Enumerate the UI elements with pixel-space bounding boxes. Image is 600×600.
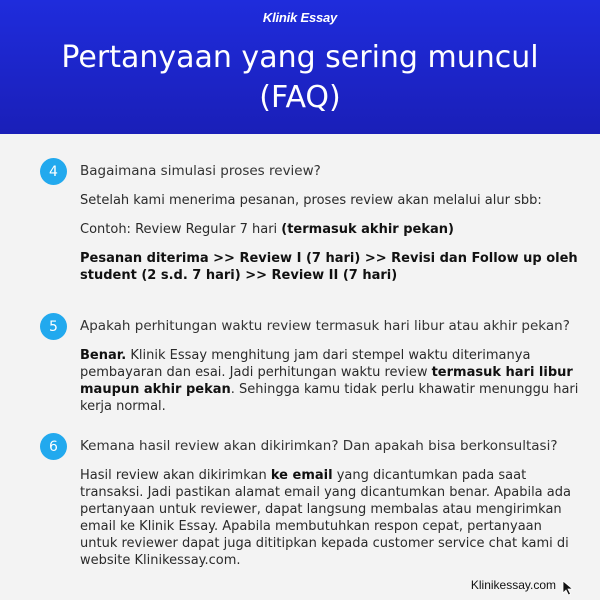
answer-5-part-1: Klinik Essay menghitung jam dari stempel waktu diterimanya pembayaran dan esai. Jadi perhitungan waktu review xyxy=(80,348,531,380)
page-title-line-1: Pertanyaan yang sering muncul xyxy=(61,40,539,75)
answer-6-part-1: Hasil review akan dikirimkan xyxy=(80,468,271,483)
faq-answer-5 xyxy=(80,347,580,415)
page-title-line-2: (FAQ) xyxy=(259,80,341,115)
faq-question-6: Kemana hasil review akan dikirimkan? Dan apakah bisa berkonsultasi? xyxy=(80,438,558,454)
answer-5-part-2: . Sehingga kamu tidak perlu khawatir menunggu hari kerja normal. xyxy=(80,382,579,414)
faq-item-5 xyxy=(80,318,580,427)
answer-6-part-2: yang dicantumkan pada saat transaksi. Jadi pastikan alamat email yang dicantumkan benar. Apabila ada pertanyaan untuk reviewer, dapat langsung membalas atau mengirimkan email ke Klinik Essay. Apabila membutuhkan respon cepat, pertanyaan untuk reviewer dapat juga dititipkan kepada customer service chat kami di website Klinikessay.com. xyxy=(80,468,571,568)
faq-item-4 xyxy=(80,163,580,296)
faq-answer-4 xyxy=(80,192,580,284)
faq-question-5: Apakah perhitungan waktu review termasuk hari libur atau akhir pekan? xyxy=(80,318,570,334)
answer-5-bold-1: Benar. xyxy=(80,348,127,363)
faq-answer-4-intro: Setelah kami menerima pesanan, proses review akan melalui alur sbb: xyxy=(80,193,542,208)
faq-answer-4-example xyxy=(80,221,580,238)
faq-question-4: Bagaimana simulasi proses review? xyxy=(80,163,321,179)
faq-number-badge-5: 5 xyxy=(40,313,67,340)
answer-5-bold-2: termasuk hari libur maupun akhir pekan xyxy=(80,365,573,397)
faq-answer-5-text xyxy=(80,347,580,415)
flow-text: Pesanan diterima >> Review I (7 hari) >> Revisi dan Follow up oleh student (2 s.d. 7 hari) >> Review II (7 hari) xyxy=(80,251,578,283)
brand-logo: Klinik Essay xyxy=(262,10,338,25)
faq-answer-4-flow xyxy=(80,250,580,284)
faq-answer-6 xyxy=(80,467,580,569)
answer-6-bold-1: ke email xyxy=(270,468,333,483)
faq-number-badge-4: 4 xyxy=(40,158,67,185)
faq-answer-6-text xyxy=(80,467,580,569)
page-title xyxy=(0,38,600,118)
header-banner xyxy=(0,0,600,134)
faq-number-badge-6: 6 xyxy=(40,433,67,460)
footer-website-link[interactable]: Klinikessay.com xyxy=(470,578,556,592)
example-label: Contoh: Review Regular 7 hari xyxy=(80,222,282,237)
faq-item-6 xyxy=(80,438,580,581)
example-bold: (termasuk akhir pekan) xyxy=(281,222,454,237)
cursor-arrow-icon xyxy=(562,580,574,596)
